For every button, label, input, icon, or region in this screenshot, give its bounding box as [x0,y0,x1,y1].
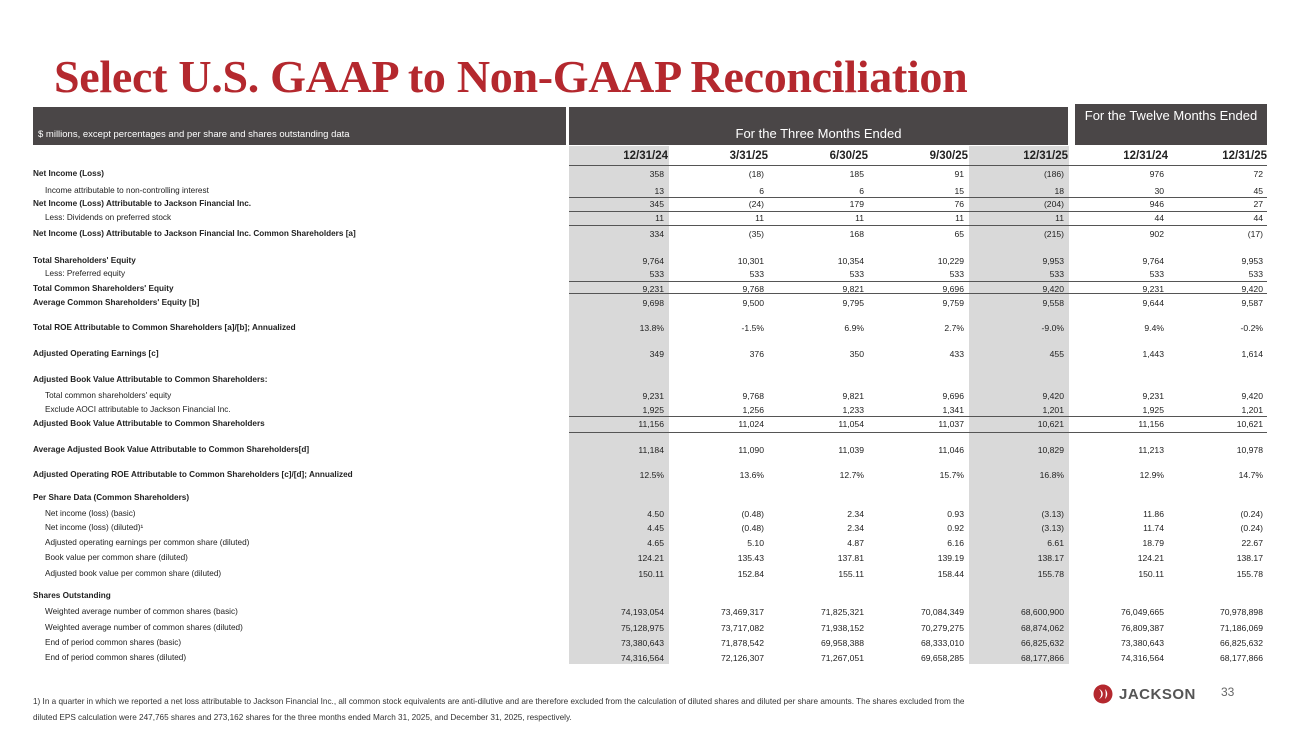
table-cell: 70,978,898 [1219,607,1263,617]
table-cell: 75,128,975 [620,623,664,633]
table-cell: 9,231 [642,284,664,294]
table-cell: 158.44 [937,569,964,579]
table-cell: 137.81 [837,553,864,563]
table-cell: 6 [759,186,764,196]
table-cell: 73,380,643 [620,638,664,648]
table-cell: 902 [1149,229,1164,239]
table-cell: 9,764 [642,256,664,266]
table-cell: 68,177,866 [1219,653,1263,663]
table-cell: 358 [649,169,664,179]
table-cell: 9,953 [1241,256,1263,266]
table-cell: 71,878,542 [720,638,764,648]
table-cell: 73,469,317 [720,607,764,617]
table-cell: 11 [855,213,864,223]
row-label: Adjusted Operating ROE Attributable to Common Shareholders [c]/[d]; Annualized [33,470,353,479]
table-cell: (0.48) [741,509,764,519]
row-label: Average Common Shareholders' Equity [b] [33,298,200,307]
row-label: Exclude AOCI attributable to Jackson Financial Inc. [45,405,231,414]
table-cell: 16.8% [1039,470,1064,480]
row-label: Net income (loss) (basic) [45,509,136,518]
table-cell: 12.5% [639,470,664,480]
table-cell: 9,821 [842,391,864,401]
table-cell: 11.86 [1143,509,1164,519]
table-cell: 6.61 [1047,538,1064,548]
table-cell: 4.65 [647,538,664,548]
table-cell: 334 [649,229,664,239]
page-number: 33 [1221,685,1235,699]
column-header: 12/31/24 [1123,150,1168,162]
row-label: Adjusted operating earnings per common share (diluted) [45,538,250,547]
table-cell: 68,177,866 [1020,653,1064,663]
table-cell: -0.2% [1240,323,1263,333]
table-cell: 10,829 [1037,445,1064,455]
row-label: Net Income (Loss) [33,169,104,178]
table-cell: 74,316,564 [1120,653,1164,663]
table-rule [569,165,1267,166]
table-cell: 11,090 [738,445,764,455]
table-cell: 946 [1149,199,1164,209]
row-label: Shares Outstanding [33,591,111,600]
table-cell: 124.21 [1137,553,1164,563]
table-cell: 6 [859,186,864,196]
table-cell: 433 [949,349,964,359]
table-cell: 73,717,082 [720,623,764,633]
table-cell: 71,825,321 [820,607,864,617]
table-cell: (186) [1043,169,1064,179]
table-cell: 30 [1154,186,1164,196]
table-cell: 14.7% [1238,470,1263,480]
units-label: $ millions, except percentages and per share and shares outstanding data [38,129,350,140]
table-cell: 9,231 [1142,391,1164,401]
table-cell: 152.84 [737,569,764,579]
table-cell: (0.24) [1240,523,1263,533]
table-cell: 6.9% [844,323,864,333]
table-cell: 6.16 [947,538,964,548]
table-cell: 9,764 [1142,256,1164,266]
table-cell: 155.78 [1236,569,1263,579]
table-cell: 179 [849,199,864,209]
table-cell: 9,821 [842,284,864,294]
table-cell: 1,341 [942,405,964,415]
table-cell: 9,500 [742,298,764,308]
table-cell: 135.43 [737,553,764,563]
row-label: Total Common Shareholders' Equity [33,284,174,293]
row-label: Less: Preferred equity [45,269,126,278]
table-cell: 76,809,387 [1120,623,1164,633]
table-cell: 9.4% [1144,323,1164,333]
table-cell: 11,054 [838,419,864,429]
table-cell: 9,420 [1042,391,1064,401]
row-label: Total ROE Attributable to Common Shareholders [a]/[b]; Annualized [33,323,296,332]
table-cell: 15.7% [939,470,964,480]
row-label: Weighted average number of common shares (diluted) [45,623,243,632]
row-label: Average Adjusted Book Value Attributable to Common Shareholders[d] [33,445,310,454]
table-cell: (0.24) [1240,509,1263,519]
table-cell: 18 [1054,186,1064,196]
table-cell: 350 [849,349,864,359]
footnote: 1) In a quarter in which we reported a net loss attributable to Jackson Financial Inc., all common stock equivalents are anti-dilutive and are therefore excluded from the calculation of diluted shares and diluted per share amounts. The shares excluded from the diluted EPS calculation were 247,765 shares and 273,162 shares for the three months ended March 31, 2025, and December 31, 2025, respectively. [33,697,965,722]
table-cell: 1,256 [742,405,764,415]
row-label: Total Shareholders' Equity [33,256,136,265]
table-cell: 70,279,275 [920,623,964,633]
table-cell: 44 [1253,213,1263,223]
table-cell: (35) [748,229,764,239]
table-cell: (0.48) [741,523,764,533]
table-cell: 150.11 [1138,569,1164,579]
table-cell: 9,759 [942,298,964,308]
table-cell: 168 [849,229,864,239]
table-cell: 11,037 [938,419,964,429]
table-cell: 11 [1055,213,1064,223]
table-cell: (204) [1043,199,1064,209]
column-header: 12/31/24 [623,150,668,162]
twelve-months-header: For the Twelve Months Ended [1075,104,1267,145]
table-cell: 0.92 [947,523,964,533]
table-cell: 345 [649,199,664,209]
jackson-logo-icon [1093,684,1113,704]
jackson-logo [1093,684,1196,704]
table-cell: 376 [749,349,764,359]
column-header: 6/30/25 [829,150,868,162]
table-cell: 13 [654,186,664,196]
table-cell: 455 [1049,349,1064,359]
units-header [33,107,566,145]
table-cell: (17) [1247,229,1263,239]
page-title: Select U.S. GAAP to Non-GAAP Reconciliation [54,51,968,102]
table-cell: 138.17 [1037,553,1064,563]
table-cell: 4.45 [647,523,664,533]
table-cell: 45 [1253,186,1263,196]
table-cell: 533 [949,269,964,279]
table-cell: 9,768 [742,284,764,294]
table-cell: (24) [748,199,764,209]
column-header: 12/31/25 [1222,150,1267,162]
table-cell: 11.74 [1143,523,1164,533]
table-cell: 9,696 [942,284,964,294]
table-cell: 71,267,051 [820,653,864,663]
table-cell: 27 [1253,199,1263,209]
row-label: Adjusted Operating Earnings [c] [33,349,159,358]
row-label: End of period common shares (basic) [45,638,182,647]
table-cell: -1.5% [741,323,764,333]
table-cell: (18) [748,169,764,179]
table-cell: 1,201 [1241,405,1263,415]
row-label: Adjusted Book Value Attributable to Common Shareholders [33,419,265,428]
row-label: Total common shareholders' equity [45,391,172,400]
table-cell: 12.9% [1139,470,1164,480]
table-cell: (3.13) [1041,509,1064,519]
table-cell: 9,644 [1142,298,1164,308]
table-cell: 150.11 [638,569,664,579]
table-rule [569,293,1267,294]
table-cell: 9,231 [642,391,664,401]
table-cell: 138.17 [1236,553,1263,563]
table-cell: 72,126,307 [720,653,764,663]
table-cell: 9,953 [1042,256,1064,266]
table-cell: 68,333,010 [920,638,964,648]
table-cell: 124.21 [637,553,664,563]
table-cell: 72 [1253,169,1263,179]
table-cell: 91 [954,169,964,179]
table-cell: 70,084,349 [920,607,964,617]
table-cell: 73,380,643 [1120,638,1164,648]
table-cell: 533 [1248,269,1263,279]
table-cell: 155.11 [838,569,864,579]
table-rule [569,225,1267,226]
row-label: Less: Dividends on preferred stock [45,213,172,222]
row-label: Book value per common share (diluted) [45,553,188,562]
table-cell: 11,024 [738,419,764,429]
table-cell: (215) [1043,229,1064,239]
table-cell: 10,229 [937,256,964,266]
table-cell: 71,938,152 [820,623,864,633]
table-cell: 9,587 [1241,298,1263,308]
table-cell: 9,420 [1241,284,1263,294]
table-cell: 1,443 [1142,349,1164,359]
column-header: 12/31/25 [1023,150,1068,162]
table-cell: 22.67 [1241,538,1263,548]
row-label: Net Income (Loss) Attributable to Jackson Financial Inc. [33,199,252,208]
table-cell: 69,958,388 [820,638,864,648]
table-rule [569,416,1267,417]
table-rule [569,197,1267,198]
table-cell: 11,046 [938,445,964,455]
table-cell: 2.34 [847,523,864,533]
table-cell: 10,354 [837,256,864,266]
table-cell: 349 [649,349,664,359]
table-cell: 18.79 [1142,538,1164,548]
table-cell: 9,558 [1042,298,1064,308]
table-cell: 10,978 [1236,445,1263,455]
table-cell: 1,925 [1142,405,1164,415]
table-cell: 4.50 [647,509,664,519]
table-cell: 71,186,069 [1219,623,1263,633]
row-label: Net income (loss) (diluted)¹ [45,523,144,532]
table-cell: 11 [655,213,664,223]
table-cell: 69,658,285 [920,653,964,663]
table-cell: 976 [1149,169,1164,179]
column-header: 3/31/25 [729,150,768,162]
table-cell: 9,795 [842,298,864,308]
table-cell: 66,825,632 [1020,638,1064,648]
table-cell: -9.0% [1041,323,1064,333]
table-rule [569,281,1267,282]
table-cell: 44 [1154,213,1164,223]
table-cell: 65 [954,229,964,239]
table-cell: 533 [649,269,664,279]
column-header: 9/30/25 [929,150,968,162]
table-cell: 68,874,062 [1020,623,1064,633]
table-cell: 533 [1049,269,1064,279]
table-cell: 74,193,054 [620,607,664,617]
table-cell: 76 [954,199,964,209]
table-cell: 11 [755,213,764,223]
table-cell: 1,233 [842,405,864,415]
table-cell: 533 [749,269,764,279]
row-label: Weighted average number of common shares (basic) [45,607,238,616]
table-cell: 0.93 [947,509,964,519]
row-label: Net Income (Loss) Attributable to Jackson Financial Inc. Common Shareholders [a] [33,229,356,238]
table-cell: 2.34 [847,509,864,519]
table-cell: 76,049,665 [1120,607,1164,617]
three-months-label: For the Three Months Ended [735,126,902,141]
row-label: End of period common shares (diluted) [45,653,187,662]
table-cell: 10,301 [737,256,764,266]
table-cell: 13.8% [639,323,664,333]
table-cell: (3.13) [1041,523,1064,533]
table-cell: 5.10 [747,538,764,548]
table-cell: 9,768 [742,391,764,401]
table-cell: 12.7% [839,470,864,480]
row-label: Per Share Data (Common Shareholders) [33,493,190,502]
row-label: Adjusted book value per common share (diluted) [45,569,222,578]
table-cell: 11,156 [638,419,664,429]
table-cell: 1,614 [1241,349,1263,359]
table-cell: 9,231 [1142,284,1164,294]
table-cell: 1,201 [1042,405,1064,415]
table-cell: 11,156 [1138,419,1164,429]
table-cell: 10,621 [1236,419,1263,429]
row-label: Income attributable to non-controlling interest [45,186,209,195]
table-cell: 155.78 [1037,569,1064,579]
logo-text: JACKSON [1119,685,1196,703]
table-rule [569,211,1267,212]
three-months-header [569,107,1068,145]
table-cell: 11,184 [638,445,664,455]
table-cell: 2.7% [944,323,964,333]
table-cell: 533 [849,269,864,279]
table-cell: 10,621 [1037,419,1064,429]
table-cell: 74,316,564 [620,653,664,663]
table-cell: 66,825,632 [1219,638,1263,648]
table-cell: 15 [954,186,964,196]
table-cell: 9,696 [942,391,964,401]
table-cell: 185 [849,169,864,179]
table-cell: 4.87 [847,538,864,548]
table-cell: 9,420 [1042,284,1064,294]
table-cell: 11,039 [838,445,864,455]
table-cell: 11 [955,213,964,223]
table-cell: 1,925 [642,405,664,415]
row-label: Adjusted Book Value Attributable to Common Shareholders: [33,375,268,384]
table-rule [569,432,1267,433]
table-cell: 139.19 [937,553,964,563]
table-cell: 68,600,900 [1020,607,1064,617]
table-cell: 533 [1149,269,1164,279]
table-cell: 9,420 [1241,391,1263,401]
table-cell: 13.6% [739,470,764,480]
table-cell: 9,698 [642,298,664,308]
table-cell: 11,213 [1138,445,1164,455]
